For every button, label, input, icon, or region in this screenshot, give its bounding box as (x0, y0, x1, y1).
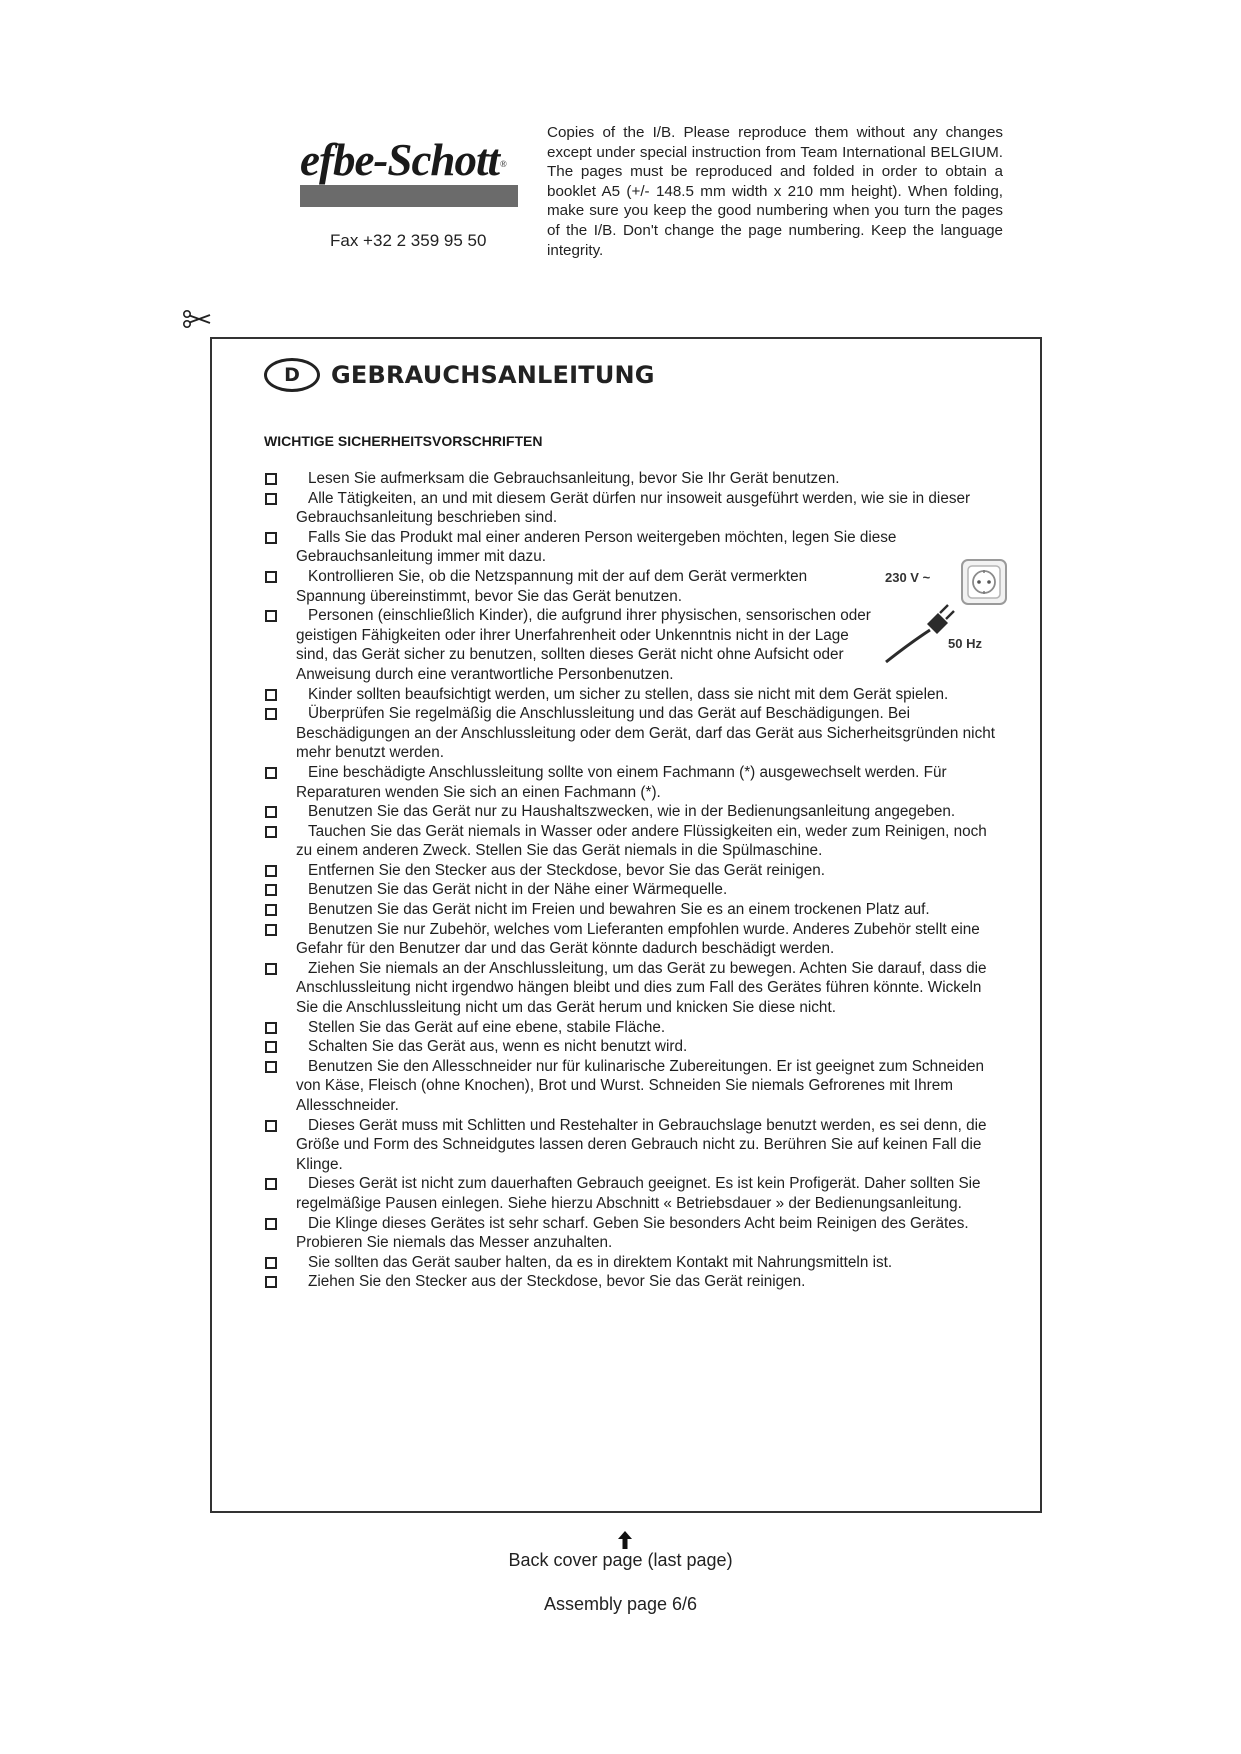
checkbox-icon (265, 1061, 277, 1073)
checkbox-icon (265, 1276, 277, 1288)
assembly-page-label: Assembly page 6/6 (543, 1594, 698, 1614)
list-item: Ziehen Sie den Stecker aus der Steckdose, bevor Sie das Gerät reinigen. (264, 1272, 1004, 1292)
checkbox-icon (265, 884, 277, 896)
checkbox-icon (265, 493, 277, 505)
list-item: Dieses Gerät ist nicht zum dauerhaften Gebrauch geeignet. Es ist kein Profigerät. Daher sollten Sie regelmäßige Pausen einlegen. Siehe hierzu Abschnitt « Betriebsdauer » der Bedienungsanleitung. (264, 1174, 1004, 1213)
arrow-up-icon (617, 1530, 633, 1550)
section-title: WICHTIGE SICHERHEITSVORSCHRIFTEN (264, 433, 543, 449)
list-item: Eine beschädigte Anschlussleitung sollte von einem Fachmann (*) ausgewechselt werden. Für Reparaturen wenden Sie sich an einen Fachmann (*). (264, 763, 1004, 802)
fax-number: Fax +32 2 359 95 50 (330, 231, 487, 250)
logo-bar (300, 185, 518, 207)
checkbox-icon (265, 532, 277, 544)
language-badge: D (264, 358, 320, 392)
list-item: Alle Tätigkeiten, an und mit diesem Gerät dürfen nur insoweit ausgeführt werden, wie sie in dieser Gebrauchsanleitung beschrieben sind. (264, 489, 1004, 528)
checkbox-icon (265, 865, 277, 877)
list-item: Benutzen Sie das Gerät nur zu Haushaltszwecken, wie in der Bedienungsanleitung angegeben. (264, 802, 1004, 822)
checkbox-icon (265, 767, 277, 779)
list-item: Schalten Sie das Gerät aus, wenn es nicht benutzt wird. (264, 1037, 1004, 1057)
checkbox-icon (265, 826, 277, 838)
scissors-icon (182, 308, 212, 330)
list-item: Lesen Sie aufmerksam die Gebrauchsanleitung, bevor Sie Ihr Gerät benutzen. (264, 469, 1004, 489)
list-item: Ziehen Sie niemals an der Anschlussleitung, um das Gerät zu bewegen. Achten Sie darauf, dass die Anschlussleitung nicht irgendwo hängen bleibt und dies zum Fall des Gerätes führen könnte. Wickeln Sie die Anschlussleitung nicht um das Gerät herum und knicken Sie diese nicht. (264, 959, 1004, 1018)
list-item: Falls Sie das Produkt mal einer anderen Person weitergeben möchten, legen Sie diese Gebrauchsanleitung immer mit dazu. (264, 528, 1004, 567)
checkbox-icon (265, 708, 277, 720)
checkbox-icon (265, 1022, 277, 1034)
checkbox-icon (265, 571, 277, 583)
list-item: Tauchen Sie das Gerät niemals in Wasser oder andere Flüssigkeiten ein, weder zum Reinigen, noch zu einem anderen Zweck. Stellen Sie das Gerät niemals in die Spülmaschine. (264, 822, 1004, 861)
checkbox-icon (265, 610, 277, 622)
checkbox-icon (265, 1218, 277, 1230)
checkbox-icon (265, 1041, 277, 1053)
checkbox-icon (265, 904, 277, 916)
list-item: Benutzen Sie das Gerät nicht in der Nähe einer Wärmequelle. (264, 880, 1004, 900)
list-item: Die Klinge dieses Gerätes ist sehr scharf. Geben Sie besonders Acht beim Reinigen des Gerätes. Probieren Sie niemals das Messer anzuhalten. (264, 1214, 1004, 1253)
brand-logo (300, 137, 520, 207)
manual-heading (264, 357, 655, 393)
registered-mark: ® (499, 159, 506, 169)
checkbox-icon (265, 689, 277, 701)
logo-text: efbe-Schott (300, 135, 499, 185)
manual-title: GEBRAUCHSANLEITUNG (331, 361, 655, 389)
list-item: Benutzen Sie den Allesschneider nur für kulinarische Zubereitungen. Er ist geeignet zum Schneiden von Käse, Fleisch (ohne Knochen), Brot und Wurst. Schneiden Sie niemals Gefrorenes mit Ihrem Allesschneider. (264, 1057, 1004, 1116)
checkbox-icon (265, 1120, 277, 1132)
checkbox-icon (265, 473, 277, 485)
checkbox-icon (265, 806, 277, 818)
frequency-label: 50 Hz (948, 636, 982, 651)
list-item: Überprüfen Sie regelmäßig die Anschlussleitung und das Gerät auf Beschädigungen. Bei Beschädigungen an der Anschlussleitung oder dem Gerät, darf das Gerät aus Sicherheitsgründen nicht mehr benutzt werden. (264, 704, 1004, 763)
list-item: Stellen Sie das Gerät auf eine ebene, stabile Fläche. (264, 1018, 1004, 1038)
list-item: Kontrollieren Sie, ob die Netzspannung mit der auf dem Gerät vermerkten Spannung übereinstimmt, bevor Sie das Gerät benutzen. (264, 567, 1004, 606)
list-item: Personen (einschließlich Kinder), die aufgrund ihrer physischen, sensorischen oder geistigen Fähigkeiten oder ihrer Unerfahrenheit oder Unkenntnis nicht in der Lage sind, das Gerät sicher zu benutzen, sollten dieses Gerät nicht ohne Aufsicht oder Anweisung durch eine verantwortliche Personbenutzen. (264, 606, 1004, 684)
list-item: Entfernen Sie den Stecker aus der Steckdose, bevor Sie das Gerät reinigen. (264, 861, 1004, 881)
back-cover-label: Back cover page (last page) (508, 1550, 733, 1570)
list-item: Kinder sollten beaufsichtigt werden, um sicher zu stellen, dass sie nicht mit dem Gerät spielen. (264, 685, 1004, 705)
checkbox-icon (265, 924, 277, 936)
checkbox-icon (265, 963, 277, 975)
checkbox-icon (265, 1178, 277, 1190)
checkbox-icon (265, 1257, 277, 1269)
list-item: Benutzen Sie nur Zubehör, welches vom Lieferanten empfohlen wurde. Anderes Zubehör stellt eine Gefahr für den Benutzer dar und das Gerät könnte dadurch beschädigt werden. (264, 920, 1004, 959)
voltage-label: 230 V ~ (885, 570, 931, 585)
list-item: Benutzen Sie das Gerät nicht im Freien und bewahren Sie es an einem trockenen Platz auf. (264, 900, 1004, 920)
reproduction-notice: Copies of the I/B. Please reproduce them without any changes except under special instruction from Team International BELGIUM. The pages must be reproduced and folded in order to obtain a booklet A5 (+/- 148.5 mm width x 210 mm height). When folding, make sure you keep the good numbering when you turn the pages of the I/B. Don't change the page numbering. Keep the language integrity. (547, 124, 1003, 259)
list-item: Dieses Gerät muss mit Schlitten und Restehalter in Gebrauchslage benutzt werden, es sei denn, die Größe und Form des Schneidgutes lassen deren Gebrauch nicht zu. Berühren Sie auf keinen Fall die Klinge. (264, 1116, 1004, 1175)
list-item: Sie sollten das Gerät sauber halten, da es in direktem Kontakt mit Nahrungsmitteln ist. (264, 1253, 1004, 1273)
